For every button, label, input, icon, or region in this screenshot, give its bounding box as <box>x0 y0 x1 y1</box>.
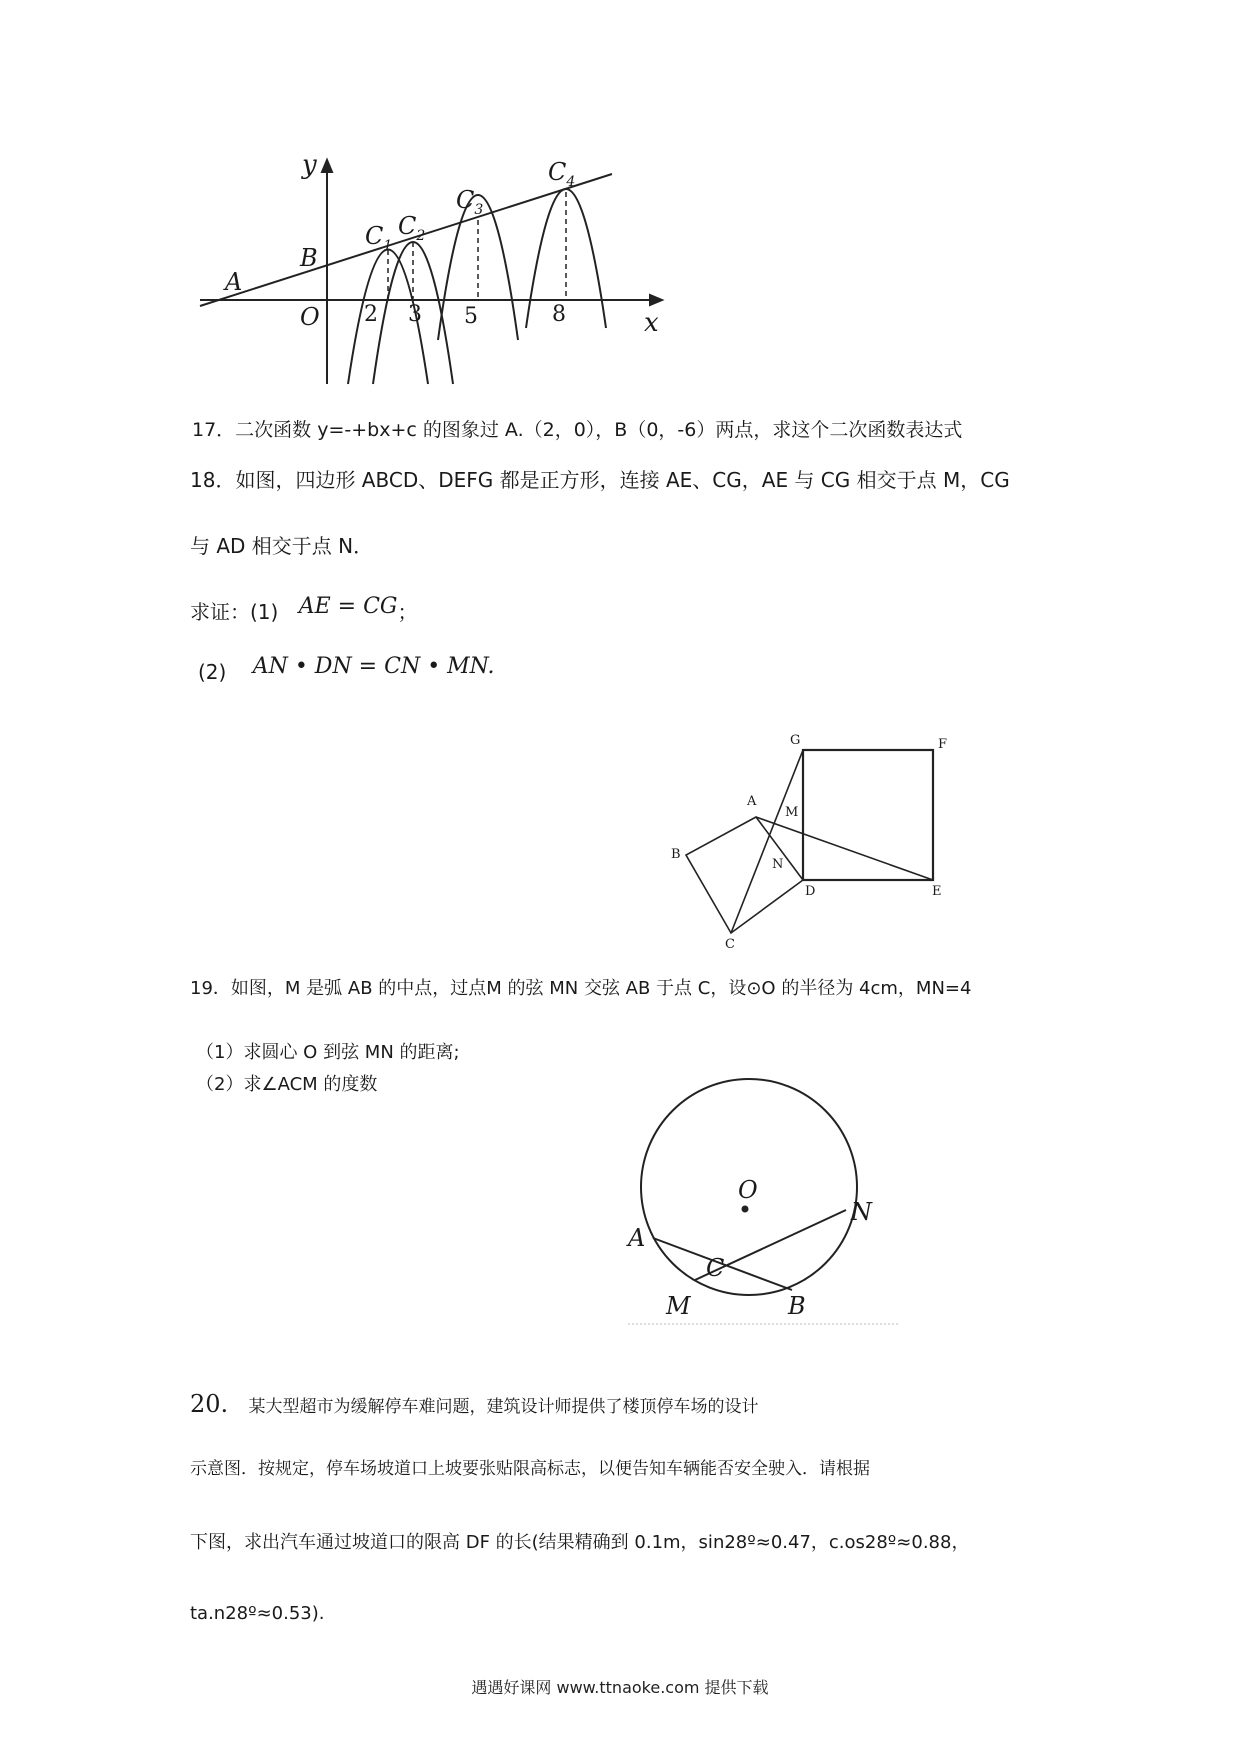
question-17-text: 17．二次函数 y=-+bx+c 的图象过 A.（2，0），B（0，-6）两点，求这个二次函数表达式 <box>192 419 963 441</box>
point-c1-label: $C_1$ <box>365 222 393 254</box>
question-18-line-2: 与 AD 相交于点 N． <box>190 534 374 558</box>
tick-5-label: 5 <box>464 304 478 329</box>
point-d-label: D <box>805 884 816 899</box>
point-c-label-sq: C <box>725 937 735 952</box>
point-c4-label: $C_4$ <box>548 158 576 190</box>
point-c-label-circle: C <box>706 1254 725 1282</box>
point-n-label: N <box>772 857 784 872</box>
point-a-label-circle: A <box>628 1224 646 1252</box>
point-b-label: B <box>300 244 318 272</box>
formula-an-dn: AN • DN = CN • MN. <box>252 654 495 679</box>
tick-3-label: 3 <box>408 302 422 327</box>
tick-2-label: 2 <box>364 302 378 327</box>
point-b-label-sq: B <box>671 847 681 862</box>
question-18-line-1: 18．如图，四边形 ABCD、DEFG 都是正方形，连接 AE、CG，AE 与 CG 相交于点 M，CG <box>190 468 1010 492</box>
question-20-line-4: ta.n28º≈0.53). <box>190 1603 325 1624</box>
point-b-label-circle: B <box>788 1292 806 1320</box>
point-m-label-circle: M <box>666 1292 691 1320</box>
center-o-label: O <box>738 1176 758 1204</box>
point-e-label: E <box>932 884 942 899</box>
point-g-label: G <box>790 733 801 748</box>
question-19-part-2: （2）求∠ACM 的度数 <box>196 1074 378 1095</box>
question-20-number: 20. <box>190 1390 229 1418</box>
point-n-label-circle: N <box>851 1198 872 1226</box>
point-a-label-sq: A <box>747 794 757 809</box>
question-20-line-1: 20. 某大型超市为缓解停车难问题，建筑设计师提供了楼顶停车场的设计 <box>190 1390 759 1418</box>
question-19-line-1: 19．如图，M 是弧 AB 的中点，过点M 的弦 MN 交弦 AB 于点 C，设⊙O 的半径为 4cm，MN=4 <box>190 978 972 999</box>
semicolon: ； <box>397 600 418 624</box>
question-20-line-2: 示意图．按规定，停车场坡道口上坡要张贴限高标志，以便告知车辆能否安全驶入．请根据 <box>190 1459 870 1479</box>
formula-ae-cg: AE = CG <box>298 594 398 619</box>
proof-label: 求证：(1) <box>190 600 279 624</box>
tick-8-label: 8 <box>552 302 566 327</box>
x-axis-label: x <box>644 308 659 338</box>
point-m-label: M <box>785 805 799 820</box>
point-f-label: F <box>938 737 948 752</box>
point-a-label: A <box>225 268 243 296</box>
y-axis-label: y <box>302 150 317 180</box>
question-19-part-1: （1）求圆心 O 到弦 MN 的距离; <box>196 1042 460 1063</box>
question-20-line-3: 下图，求出汽车通过坡道口的限高 DF 的长(结果精确到 0.1m，sin28º≈0.47，c.os28º≈0.88， <box>190 1532 970 1553</box>
origin-label: O <box>300 303 320 331</box>
point-c2-label: $C_2$ <box>398 212 426 244</box>
point-c3-label: $C_3$ <box>456 186 484 218</box>
part-2-label: (2) <box>198 660 227 684</box>
page-footer: 遇遇好课网 www.ttnaoke.com 提供下载 <box>471 1678 769 1697</box>
